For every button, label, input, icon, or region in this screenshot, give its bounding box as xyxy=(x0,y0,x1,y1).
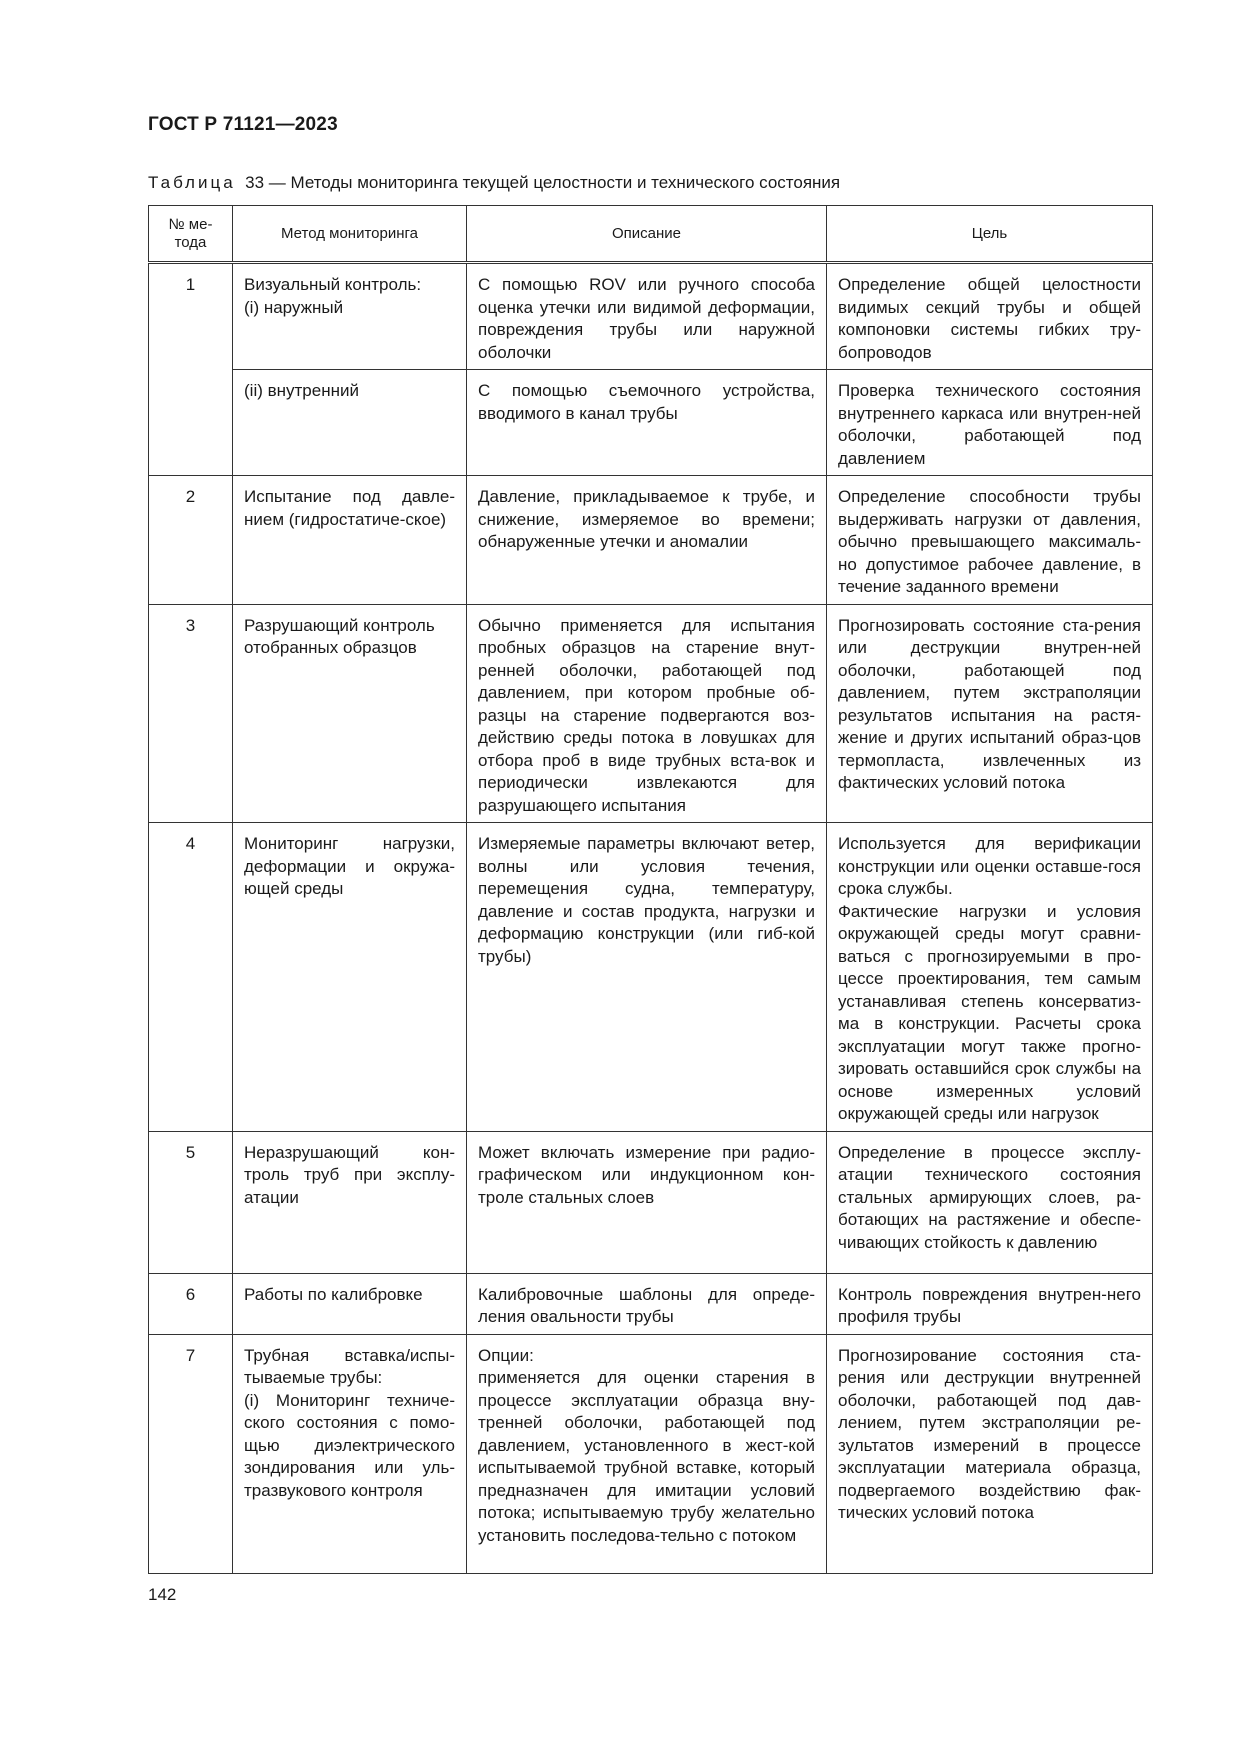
cell-description: С помощью ROV или ручного способа оценка утечки или видимой деформации, повреждения трубы или наружной оболочки xyxy=(467,263,827,370)
table-row xyxy=(149,1273,1153,1334)
cell-goal: Проверка технического состояния внутреннего каркаса или внутрен-ней оболочки, работающей под давлением xyxy=(827,370,1153,476)
cell-description: Измеряемые параметры включают ветер, волны или условия течения, перемещения судна, температуру, давление и состав продукта, нагрузки и деформацию конструкции (или гиб-кой трубы) xyxy=(467,823,827,1132)
cell-number: 2 xyxy=(149,476,233,605)
table-row xyxy=(149,823,1153,1132)
cell-description: Калибровочные шаблоны для опреде-ления овальности трубы xyxy=(467,1273,827,1334)
cell-goal: Прогнозировать состояние ста-рения или деструкции внутрен-ней оболочки, работающей под давлением, путем экстраполяции результатов испытания на растя-жение и других испытаний образ-цов термопласта, извлеченных из фактических условий потока xyxy=(827,604,1153,823)
cell-description: Обычно применяется для испытания пробных образцов на старение внут-ренней оболочки, работающей под давлением, при котором пробные об-разцы на старение подвергаются воз-действию среды потока в ловушках для отбора проб в виде трубных вста-вок и периодически извлекаются для разрушающего испытания xyxy=(467,604,827,823)
cell-number: 7 xyxy=(149,1334,233,1573)
table-caption-label: Таблица xyxy=(148,173,236,192)
cell-number: 5 xyxy=(149,1131,233,1273)
cell-method: Работы по калибровке xyxy=(233,1273,467,1334)
cell-number: 6 xyxy=(149,1273,233,1334)
column-header-number: № ме- тода xyxy=(149,206,233,263)
cell-method: Трубная вставка/испы-тываемые трубы: (i) Мониторинг техниче-ского состояния с помо-щью диэлектрического зондирования или уль-тразвукового контроля xyxy=(233,1334,467,1573)
cell-number: 1 xyxy=(149,263,233,476)
column-header-description: Описание xyxy=(467,206,827,263)
cell-method: (ii) внутренний xyxy=(233,370,467,476)
cell-method: Мониторинг нагрузки, деформации и окружа-ющей среды xyxy=(233,823,467,1132)
cell-goal: Определение общей целостности видимых секций трубы и общей компоновки системы гибких тру-бопроводов xyxy=(827,263,1153,370)
table-row xyxy=(149,1334,1153,1573)
cell-method: Испытание под давле-нием (гидростатиче-ское) xyxy=(233,476,467,605)
cell-goal: Определение способности трубы выдерживать нагрузки от давления, обычно превышающего максималь-но допустимое рабочее давление, в течение заданного времени xyxy=(827,476,1153,605)
table-caption xyxy=(148,173,840,193)
monitoring-methods-table xyxy=(148,205,1153,1574)
page-number: 142 xyxy=(148,1585,177,1604)
cell-goal: Контроль повреждения внутрен-него профиля трубы xyxy=(827,1273,1153,1334)
cell-method: Визуальный контроль: (i) наружный xyxy=(233,263,467,370)
table-row xyxy=(149,1131,1153,1273)
column-header-goal: Цель xyxy=(827,206,1153,263)
column-header-method: Метод мониторинга xyxy=(233,206,467,263)
cell-method: Неразрушающий кон-троль труб при эксплу-атации xyxy=(233,1131,467,1273)
cell-description: Может включать измерение при радио-графическом или индукционном кон-троле стальных слоев xyxy=(467,1131,827,1273)
cell-method: Разрушающий контроль отобранных образцов xyxy=(233,604,467,823)
table-caption-text: 33 — Методы мониторинга текущей целостности и технического состояния xyxy=(245,173,841,192)
cell-number: 4 xyxy=(149,823,233,1132)
table-row xyxy=(149,476,1153,605)
table-row xyxy=(149,263,1153,370)
cell-goal: Используется для верификации конструкции или оценки оставше-гося срока службы. Фактические нагрузки и условия окружающей среды могут сравни-ваться с прогнозируемыми в про-цессе проектирования, тем самым устанавливая степень консерватиз-ма в конструкции. Расчеты срока эксплуатации могут также прогно-зировать оставшийся срок службы на основе измеренных условий окружающей среды или нагрузок xyxy=(827,823,1153,1132)
cell-description: Опции: применяется для оценки старения в процессе эксплуатации образца вну-тренней оболочки, работающей под давлением, установленного в жест-кой испытываемой трубной вставке, который предназначен для имитации условий потока; испытываемую трубу желательно установить последова-тельно с потоком xyxy=(467,1334,827,1573)
cell-number: 3 xyxy=(149,604,233,823)
table-header-row xyxy=(149,206,1153,263)
cell-goal: Прогнозирование состояния ста-рения или деструкции внутренней оболочки, работающей под дав-лением, путем экстраполяции ре-зультатов измерений в процессе эксплуатации материала образца, подвергаемого воздействию фак-тических условий потока xyxy=(827,1334,1153,1573)
table-row xyxy=(149,604,1153,823)
table-row xyxy=(149,370,1153,476)
cell-description: Давление, прикладываемое к трубе, и снижение, измеряемое во времени; обнаруженные утечки и аномалии xyxy=(467,476,827,605)
cell-goal: Определение в процессе эксплу-атации технического состояния стальных армирующих слоев, ра-ботающих на растяжение и обеспе-чивающих стойкость к давлению xyxy=(827,1131,1153,1273)
cell-description: С помощью съемочного устройства, вводимого в канал трубы xyxy=(467,370,827,476)
document-code: ГОСТ Р 71121—2023 xyxy=(148,114,338,135)
